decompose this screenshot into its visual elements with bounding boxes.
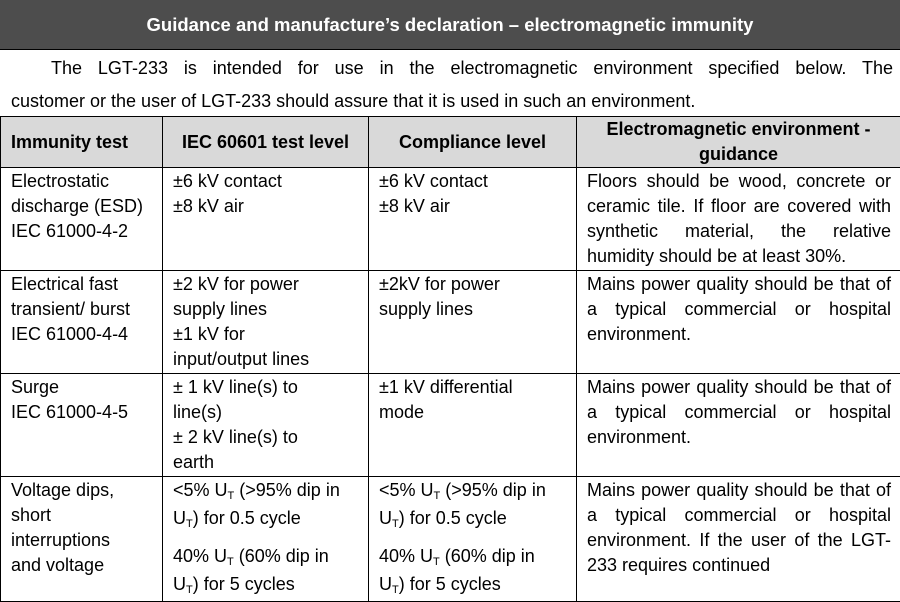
cell-immunity-test [1,477,163,602]
cell-line: Electrical fast [11,272,158,297]
cell-line: ± 2 kV line(s) to [173,425,364,450]
text-run: U [379,508,392,528]
text-run: (>95% dip in [234,480,340,500]
text-run: ) for 0.5 cycle [399,508,507,528]
subscript: T [433,556,440,568]
header-compliance-level: Compliance level [369,117,577,168]
cell-iec-test-level [163,374,369,477]
table-row [1,477,900,602]
immunity-table [0,116,900,602]
page-title: Guidance and manufacture’s declaration – electromagnetic immunity [0,0,900,50]
cell-iec-test-level [163,271,369,374]
cell-line: ±8 kV air [173,194,364,219]
cell-line: ± 1 kV line(s) to [173,375,364,400]
text-run: ) for 5 cycles [193,574,295,594]
cell-immunity-test [1,374,163,477]
cell-guidance: Floors should be wood, concrete or ceramic tile. If floor are covered with synthetic material, the relative humidity should be at least 30%. [577,168,900,271]
table-row [1,271,900,374]
cell-line: mode [379,400,572,425]
cell-line: interruptions [11,528,158,553]
header-iec-test-level: IEC 60601 test level [163,117,369,168]
cell-guidance: Mains power quality should be that of a typical commercial or hospital environment. If the user of the LGT-233 requires continued [577,477,900,602]
intro-paragraph [11,52,893,118]
cell-line: transient/ burst [11,297,158,322]
table-header-row [1,117,900,168]
text-run: <5% U [379,480,434,500]
text-run: (60% dip in [440,546,535,566]
cell-line: discharge (ESD) [11,194,158,219]
cell-line: ±8 kV air [379,194,572,219]
table-row [1,168,900,271]
cell-line: ±1 kV for [173,322,364,347]
cell-line [379,506,572,534]
cell-compliance-level [369,168,577,271]
cell-line: ±2 kV for power [173,272,364,297]
text-run: ) for 0.5 cycle [193,508,301,528]
subscript: T [392,518,399,530]
cell-guidance: Mains power quality should be that of a typical commercial or hospital environment. [577,271,900,374]
header-immunity-test: Immunity test [1,117,163,168]
cell-line [173,544,364,572]
text-run: 40% U [379,546,433,566]
cell-line: supply lines [173,297,364,322]
cell-line: ±2kV for power [379,272,572,297]
text-run: 40% U [173,546,227,566]
cell-line [379,478,572,506]
cell-guidance: Mains power quality should be that of a typical commercial or hospital environment. [577,374,900,477]
intro-line-2: customer or the user of LGT-233 should assure that it is used in such an environment. [11,85,893,118]
cell-line [173,506,364,534]
cell-line: Surge [11,375,158,400]
cell-line: short [11,503,158,528]
text-run: U [173,574,186,594]
table-row [1,374,900,477]
text-run: ) for 5 cycles [399,574,501,594]
subscript: T [186,518,193,530]
subscript: T [228,490,235,502]
cell-line: IEC 61000-4-4 [11,322,158,347]
cell-line: line(s) [173,400,364,425]
cell-line: supply lines [379,297,572,322]
subscript: T [186,584,193,596]
subscript: T [227,556,234,568]
cell-immunity-test [1,271,163,374]
cell-line: ±1 kV differential [379,375,572,400]
cell-immunity-test [1,168,163,271]
header-em-environment-guidance: Electromagnetic environment - guidance [577,117,900,168]
cell-compliance-level [369,271,577,374]
text-run: (60% dip in [234,546,329,566]
cell-line: ±6 kV contact [173,169,364,194]
cell-iec-test-level [163,168,369,271]
cell-line: earth [173,450,364,475]
cell-compliance-level [369,477,577,602]
cell-line [173,572,364,600]
subscript: T [434,490,441,502]
cell-line: Electrostatic [11,169,158,194]
cell-iec-test-level [163,477,369,602]
text-run: (>95% dip in [440,480,546,500]
cell-line: input/output lines [173,347,364,372]
cell-line [173,478,364,506]
text-run: U [173,508,186,528]
text-run: U [379,574,392,594]
subscript: T [392,584,399,596]
cell-line: and voltage [11,553,158,578]
cell-line: Voltage dips, [11,478,158,503]
text-run: <5% U [173,480,228,500]
cell-line [379,544,572,572]
intro-line-1: The LGT-233 is intended for use in the electromagnetic environment specified below. The [11,52,893,85]
cell-line: IEC 61000-4-5 [11,400,158,425]
cell-line [379,572,572,600]
cell-compliance-level [369,374,577,477]
cell-line: IEC 61000-4-2 [11,219,158,244]
cell-line: ±6 kV contact [379,169,572,194]
